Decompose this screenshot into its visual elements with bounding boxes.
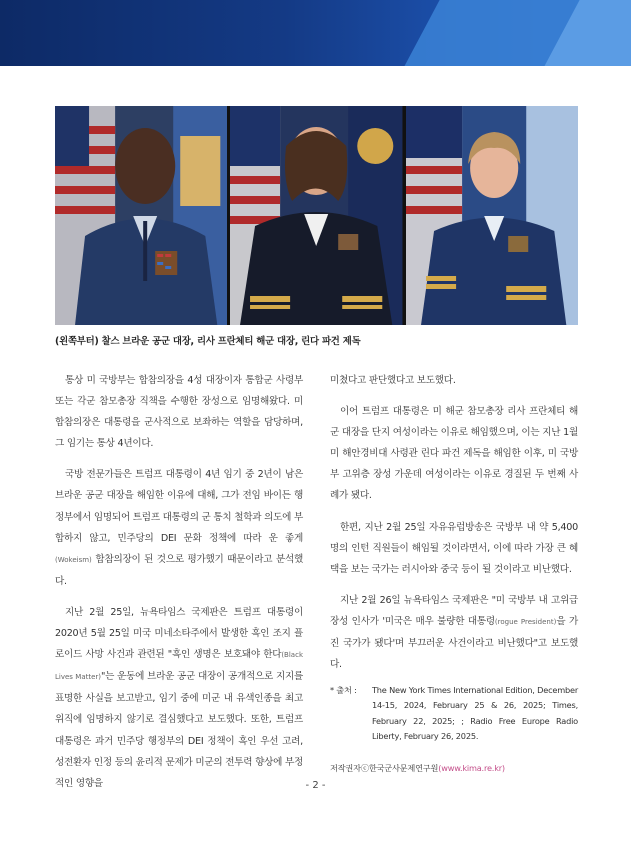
sources-label: * 출처 : xyxy=(330,685,357,696)
page-number: - 2 - xyxy=(305,780,326,791)
paragraph-text: 국방 전문가들은 트럼프 대통령이 4년 임기 중 2년이 남은 브라운 공군 대장을 해임한 이유에 대해, 그가 전임 바이든 행정부에서 임명되어 트럼프 대통령의 군 통치 철학과 의도에 부합하지 않고, 민주당의 DEI 문화 정책에 따라 운 좋게 xyxy=(55,469,303,544)
paragraph: 미쳤다고 판단했다고 보도했다. xyxy=(330,375,456,386)
portrait-lisa-franchetti xyxy=(230,106,402,325)
photo-strip xyxy=(55,106,578,325)
portrait-charles-brown xyxy=(55,106,227,325)
photo-caption: (왼쪽부터) 찰스 브라운 공군 대장, 리사 프란체티 해군 대장, 린다 파건 제독 xyxy=(55,336,361,347)
admiral-portrait-icon xyxy=(230,106,402,325)
annotation: (rogue President) xyxy=(494,617,557,626)
sources xyxy=(330,683,578,744)
general-portrait-icon xyxy=(55,106,227,325)
admiral-portrait-icon xyxy=(406,106,578,325)
paragraph-text: 지난 2월 25일, 뉴욕타임스 국제판은 트럼프 대통령이 2020년 5월 25일 미국 미네소타주에서 발생한 흑인 조지 플로이드 사망 사건과 관련된 "흑인 생명은 보호돼야 한다 xyxy=(55,606,303,661)
header-banner xyxy=(0,0,631,66)
paragraph-text: "는 운동에 브라운 공군 대장이 공개적으로 지지를 표명한 사실을 보고받고, 임기 중에 미군 내 유색인종을 최고위직에 임명하지 않기로 결심했다고 보도했다. 또한, 트럼프 대통령은 과거 민주당 행정부의 DEI 정책이 흑인 우선 고려, 성전환자 인정 등의 윤리적 문제가 미군의 전투력 향상에 부정적인 영향을 xyxy=(55,671,303,789)
paragraph-text: 을 가진 국가가 됐다'며 부끄러운 사건이라고 비난했다"고 보도했다. xyxy=(330,615,578,671)
paragraph xyxy=(55,464,303,592)
paragraph: 한편, 지난 2월 25일 자유유럽방송은 국방부 내 약 5,400명의 인턴 직원들이 해임될 것이라면서, 이에 따라 가장 큰 혜택을 보는 국가는 러시아와 중국 등이 될 것이라고 비난했다. xyxy=(330,521,578,575)
sources-text: The New York Times International Edition, December 14-15, 2024, February 25 & 26, 2025; Times, February 22, 2025; ; Radio Free Europe Radio Liberty, February 26, 2025. xyxy=(372,685,578,741)
paragraph: 통상 미 국방부는 합참의장을 4성 대장이자 통합군 사령부 또는 각군 참모총장 직책을 수행한 장성으로 임명해왔다. 미 합참의장은 대통령을 군사적으로 보좌하는 역할을 담당하며, 그 임기는 통상 4년이다. xyxy=(55,375,303,450)
annotation: (Black Lives Matter) xyxy=(55,651,303,682)
right-column xyxy=(330,370,578,779)
portrait-linda-fagan xyxy=(406,106,578,325)
paragraph-text: 합참의장이 된 것으로 평가했기 때문이라고 분석했다. xyxy=(55,553,303,587)
paragraph-text: 지난 2월 26일 뉴욕타임스 국제판은 "미 국방부 내 고위급 장성 인사가 '미국은 매우 불량한 대통령 xyxy=(330,594,578,627)
paragraph xyxy=(330,590,578,675)
copyright-link[interactable]: (www.kima.re.kr) xyxy=(438,763,505,774)
left-column xyxy=(55,370,303,804)
paragraph xyxy=(55,602,303,794)
copyright-text: 저작권자ⓒ한국군사문제연구원 xyxy=(330,763,439,774)
paragraph: 이어 트럼프 대통령은 미 해군 참모총장 리사 프란체티 해군 대장을 단지 여성이라는 이유로 해임했으며, 이는 지난 1월 미 해안경비대 사령관 린다 파건 제독을 해임한 이후, 미 국방부 고위층 장성 가운데 여성이라는 이유로 경질된 두 번째 사례가 됐다. xyxy=(330,406,578,502)
copyright xyxy=(330,758,578,779)
annotation: (Wokeism) xyxy=(55,555,92,564)
